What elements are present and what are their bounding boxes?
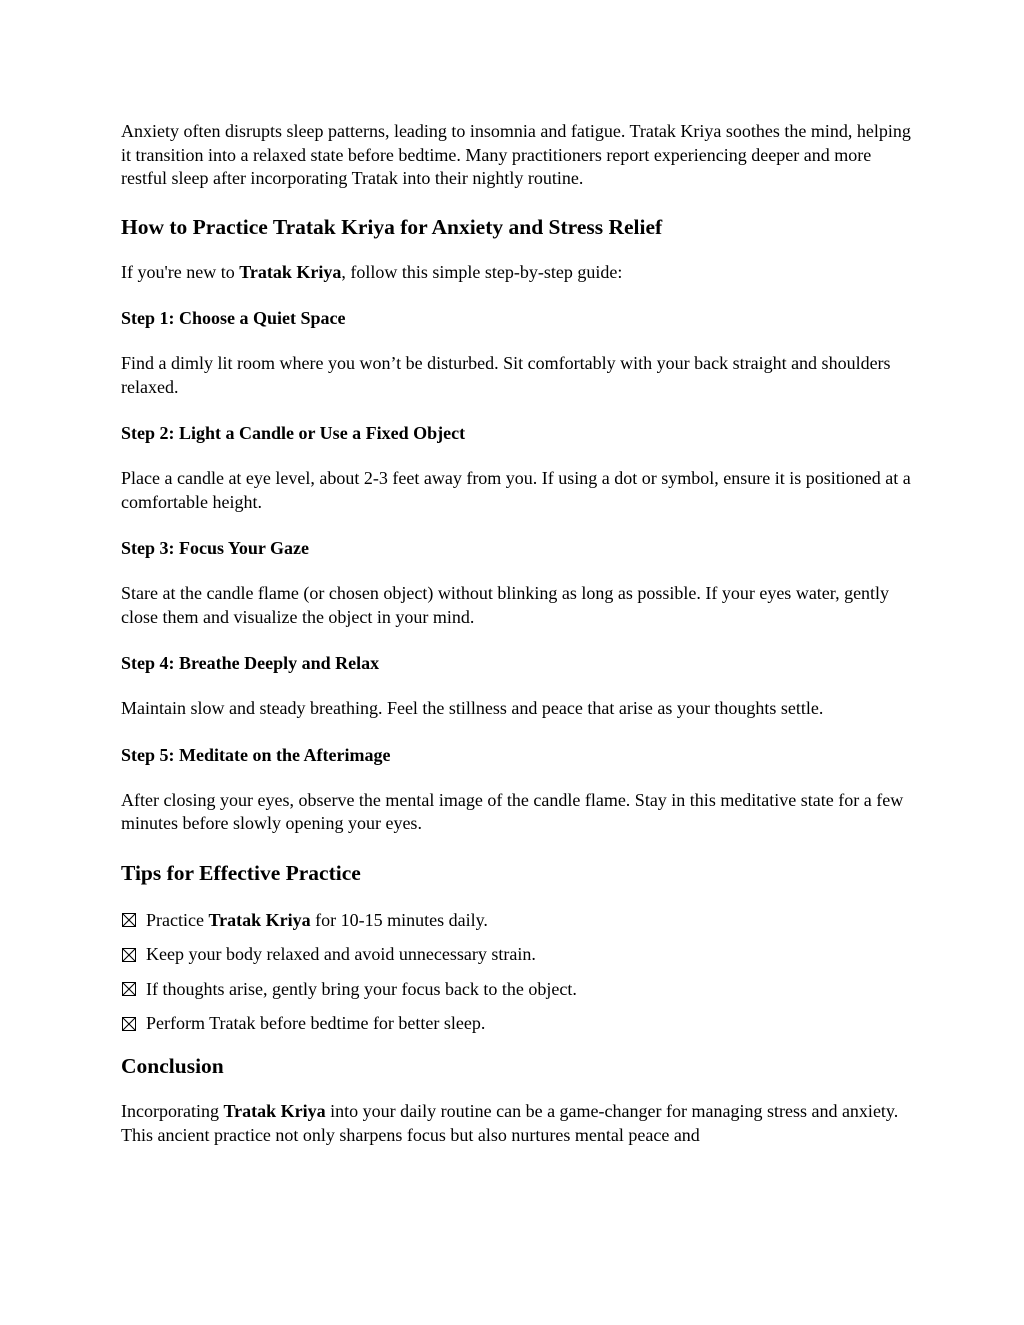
tip-item xyxy=(121,943,911,966)
lead-text-end: , follow this simple step-by-step guide: xyxy=(341,261,623,282)
tip-item xyxy=(121,978,911,1001)
practice-lead-paragraph xyxy=(121,261,911,285)
step-1-body: Find a dimly lit room where you won’t be disturbed. Sit comfortably with your back straight and shoulders relaxed. xyxy=(121,353,891,397)
step-3-body: Stare at the candle flame (or chosen object) without blinking as long as possible. If your eyes water, gently close them and visualize the object in your mind. xyxy=(121,583,890,627)
tip-text-start: Practice xyxy=(146,909,209,930)
tip-text: Perform Tratak before bedtime for better sleep. xyxy=(146,1013,486,1033)
step-2-body: Place a candle at eye level, about 2-3 feet away from you. If using a dot or symbol, ensure it is positioned at a comfortable height. xyxy=(121,468,911,512)
tip-text xyxy=(146,909,488,932)
step-3-heading: Step 3: Focus Your Gaze xyxy=(121,538,309,558)
tip-item xyxy=(121,909,911,932)
step-5-heading: Step 5: Meditate on the Afterimage xyxy=(121,744,391,765)
lead-bold-term: Tratak Kriya xyxy=(239,261,342,282)
conclusion-text-start: Incorporating xyxy=(121,1101,224,1121)
checkbox-crossed-icon xyxy=(122,1017,136,1031)
tip-text: If thoughts arise, gently bring your focus back to the object. xyxy=(146,978,577,999)
checkbox-crossed-icon xyxy=(122,948,136,962)
conclusion-paragraph xyxy=(121,1100,911,1147)
document-page xyxy=(121,120,911,1147)
step-2-heading: Step 2: Light a Candle or Use a Fixed Object xyxy=(121,423,466,443)
lead-text-start: If you're new to xyxy=(121,261,240,282)
step-5-body: After closing your eyes, observe the mental image of the candle flame. Stay in this meditative state for a few minutes before slowly opening your eyes. xyxy=(121,789,904,833)
tip-item xyxy=(121,1012,911,1035)
intro-paragraph: Anxiety often disrupts sleep patterns, leading to insomnia and fatigue. Tratak Kriya soothes the mind, helping it transition into a relaxed state before bedtime. Many practitioners report experiencing deeper and more restful sleep after incorporating Tratak into their nightly routine. xyxy=(121,121,911,188)
tip-text: Keep your body relaxed and avoid unnecessary strain. xyxy=(146,944,536,964)
step-4-body: Maintain slow and steady breathing. Feel the stillness and peace that arise as your thoughts settle. xyxy=(121,698,824,718)
tip-text-end: for 10-15 minutes daily. xyxy=(310,909,488,930)
tip-bold-term: Tratak Kriya xyxy=(208,909,311,930)
conclusion-heading: Conclusion xyxy=(121,1054,224,1078)
step-4-heading: Step 4: Breathe Deeply and Relax xyxy=(121,653,380,673)
step-1-heading: Step 1: Choose a Quiet Space xyxy=(121,308,346,328)
conclusion-text-end: into your daily routine can be a game-changer for managing stress and anxiety. This ancient practice not only sharpens focus but also nurtures mental peace and xyxy=(121,1101,899,1145)
checkbox-crossed-icon xyxy=(122,982,136,996)
tips-list xyxy=(121,909,911,1036)
practice-heading: How to Practice Tratak Kriya for Anxiety and Stress Relief xyxy=(121,214,663,239)
checkbox-crossed-icon xyxy=(122,913,136,927)
conclusion-bold-term: Tratak Kriya xyxy=(223,1101,326,1121)
tips-heading: Tips for Effective Practice xyxy=(121,860,361,885)
